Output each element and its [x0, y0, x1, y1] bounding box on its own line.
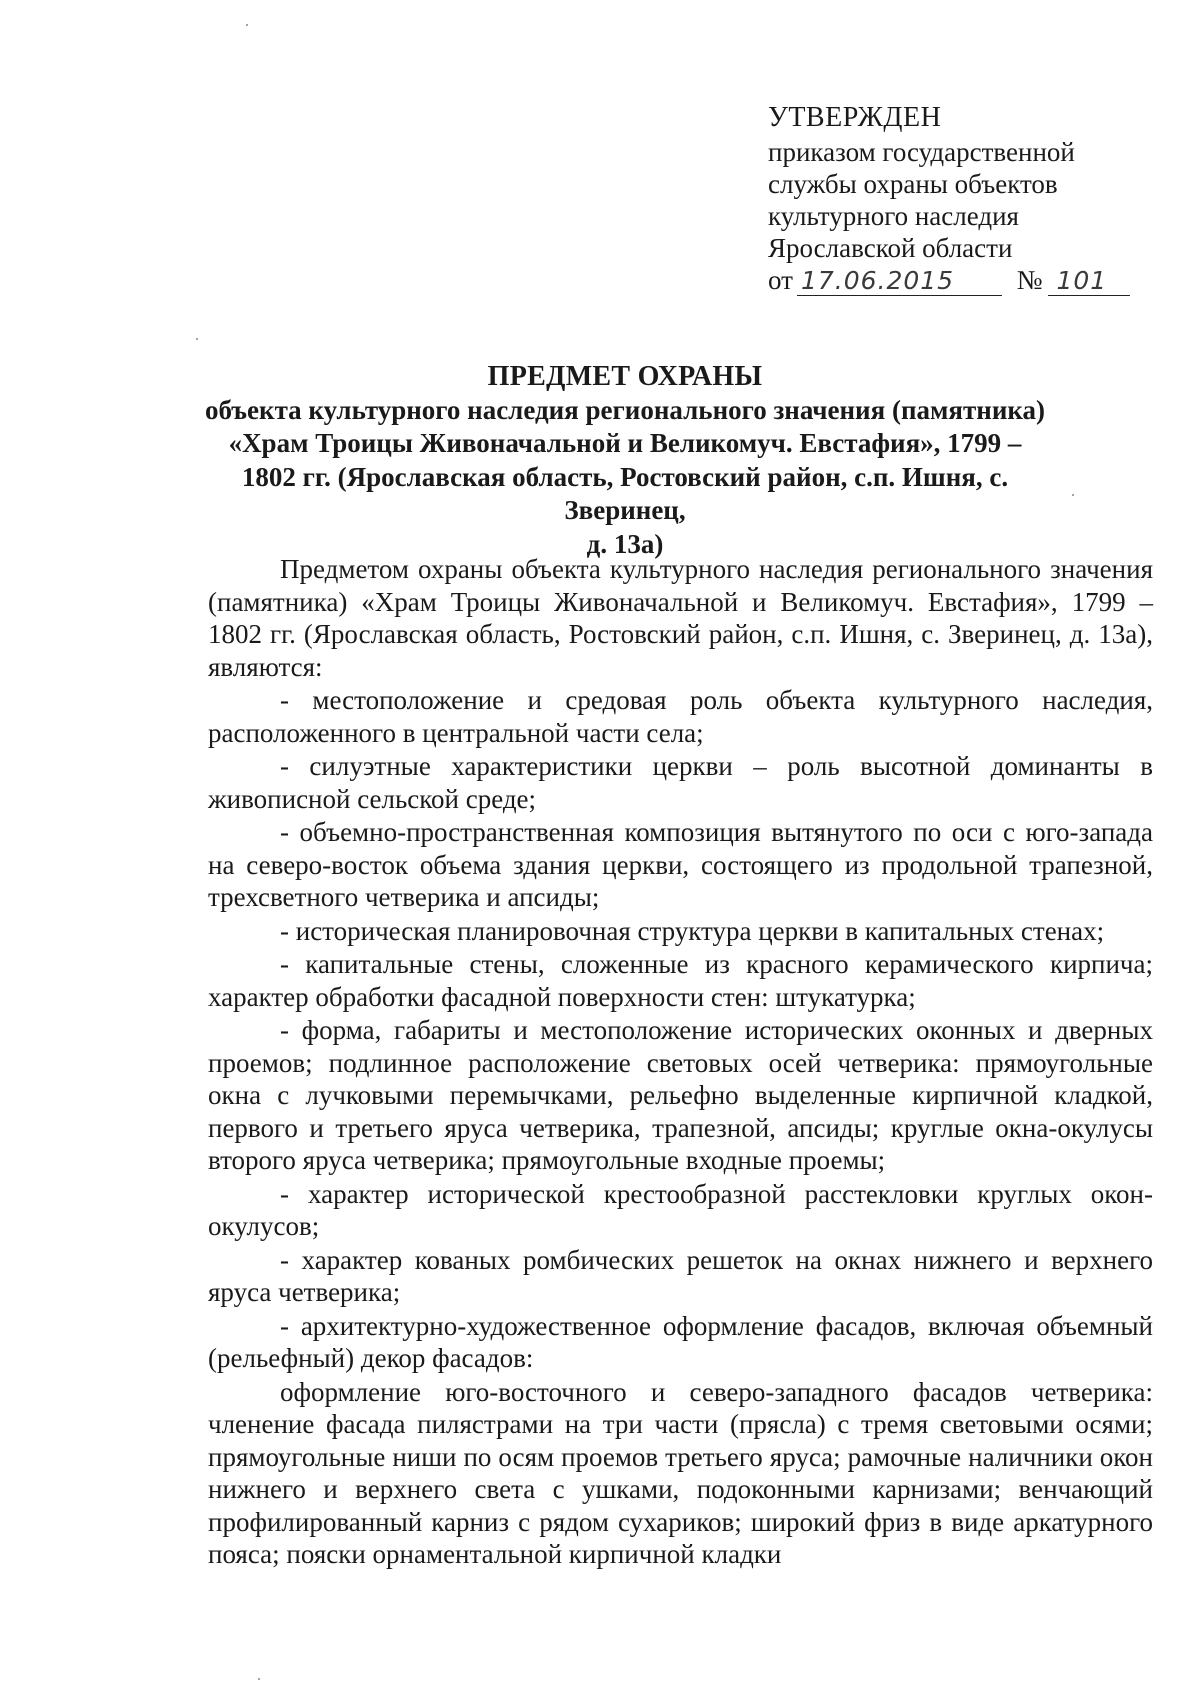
approval-line: приказом государственной: [768, 137, 1075, 167]
heading-line: 1802 гг. (Ярославская область, Ростовский район, с.п. Ишня, с. Зверинец,: [241, 461, 1009, 525]
number-prefix: №: [1016, 265, 1043, 295]
approval-line: Ярославской области: [768, 233, 1013, 263]
approval-line: службы охраны объектов: [768, 169, 1058, 199]
body-paragraph: - силуэтные характеристики церкви – роль высотной доминанты в живописной сельской среде;: [208, 751, 1153, 814]
body-paragraph: - историческая планировочная структура церкви в капитальных стенах;: [280, 915, 1105, 946]
handwritten-date: 17.06.2015: [800, 266, 955, 295]
heading-line: объекта культурного наследия регионального значения (памятника): [204, 394, 1046, 425]
body-paragraph: - местоположение и средовая роль объекта культурного наследия, расположенного в центральной части села;: [208, 685, 1153, 748]
approval-line: культурного наследия: [768, 201, 1019, 231]
approval-title: УТВЕРЖДЕН: [768, 102, 942, 133]
date-prefix: от: [768, 265, 793, 295]
body-paragraph: - объемно-пространственная композиция вытянутого по оси с юго-запада на северо-восток объема здания церкви, состоящего из продольной трапезной, трехсветного четверика и апсиды;: [208, 817, 1153, 912]
body-paragraph: - характер исторической крестообразной расстекловки круглых окон-окулусов;: [208, 1178, 1153, 1241]
body-paragraph: - характер кованых ромбических решеток на окнах нижнего и верхнего яруса четверика;: [208, 1244, 1153, 1307]
approval-date-line: [768, 264, 1148, 298]
number-field: [1048, 266, 1130, 296]
approval-block: [768, 102, 1148, 298]
date-field: [797, 266, 1002, 296]
heading-line: «Храм Троицы Живоначальной и Великомуч. Евстафия», 1799 –: [228, 428, 1022, 458]
heading-title: ПРЕДМЕТ ОХРАНЫ: [487, 361, 763, 392]
heading-line: д. 13а): [586, 528, 664, 559]
body-paragraph: - архитектурно-художественное оформление фасадов, включая объемный (рельефный) декор фасадов:: [208, 1310, 1153, 1373]
body-paragraph: Предметом охраны объекта культурного наследия регионального значения (памятника) «Храм Троицы Живоначальной и Великомуч. Евстафия», 1799 – 1802 гг. (Ярославская область, Ростовский район, с.п. Ишня, с. Зверинец, д. 13а), являются:: [208, 554, 1153, 682]
document-body: [208, 553, 1153, 1572]
handwritten-number: 101: [1056, 266, 1108, 295]
body-paragraph: - капитальные стены, сложенные из красного керамического кирпича; характер обработки фасадной поверхности стен: штукатурка;: [208, 949, 1153, 1012]
document-heading: [190, 360, 1060, 561]
body-paragraph: - форма, габариты и местоположение исторических оконных и дверных проемов; подлинное расположение световых осей четверика: прямоугольные окна с лучковыми перемычками, рельефно выделенные кирпичной кладкой, первого и третьего яруса четверика, трапезной, апсиды; круглые окна-окулусы второго яруса четверика; прямоугольные входные проемы;: [208, 1015, 1153, 1175]
body-paragraph: оформление юго-восточного и северо-западного фасадов четверика: членение фасада пилястрами на три части (прясла) с тремя световыми осями; прямоугольные ниши по осям проемов третьего яруса; рамочные наличники окон нижнего и верхнего света с ушками, подоконными карнизами; венчающий профилированный карниз с рядом сухариков; широкий фриз в виде аркатурного пояса; пояски орнаментальной кирпичной кладки: [208, 1376, 1153, 1569]
